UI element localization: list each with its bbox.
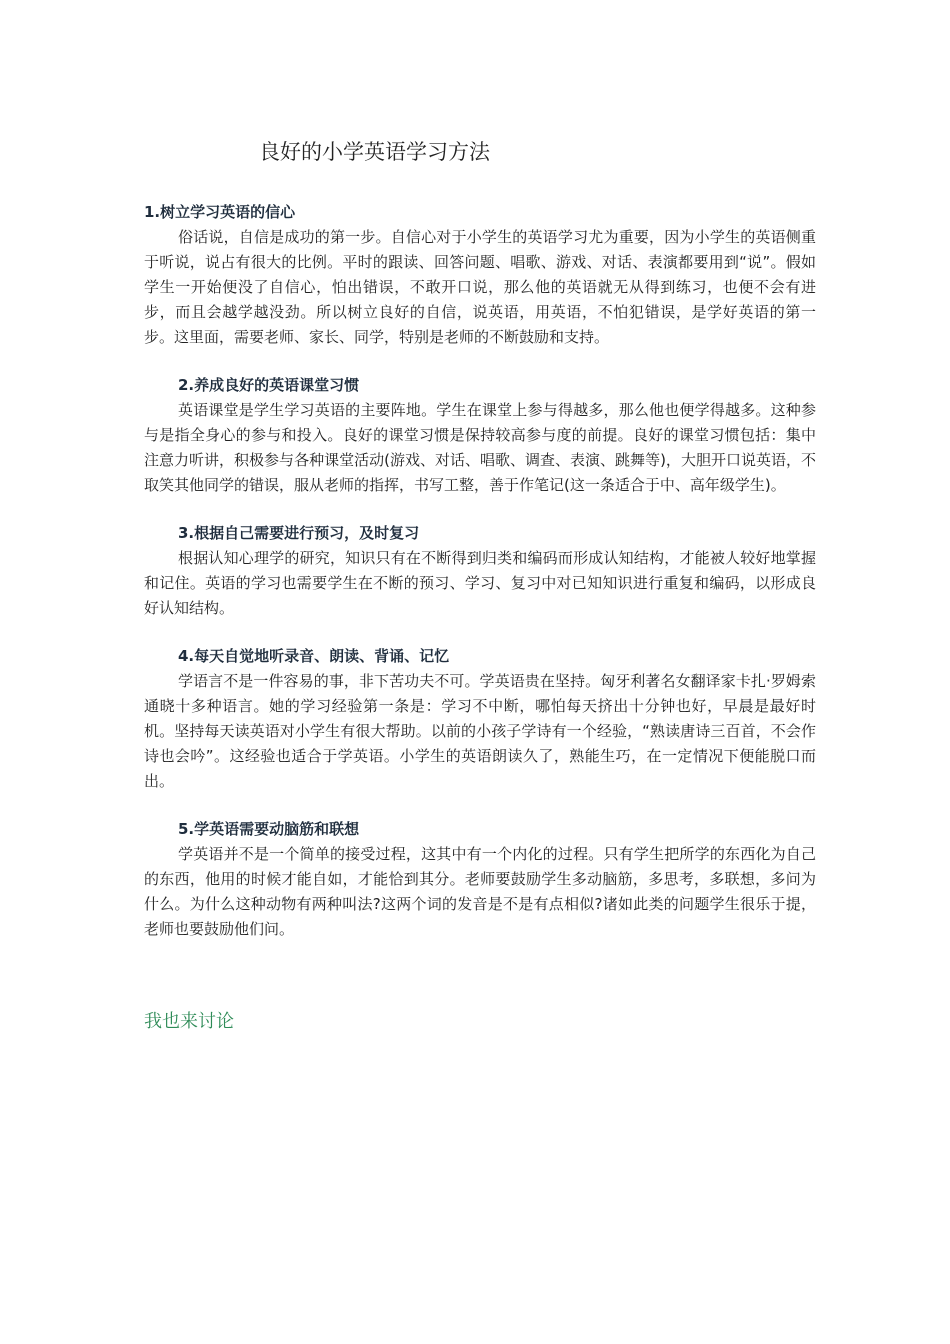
section-classroom-habits xyxy=(144,374,816,498)
section-heading: 4.每天自觉地听录音、朗读、背诵、记忆 xyxy=(178,647,450,665)
section-heading: 5.学英语需要动脑筋和联想 xyxy=(178,820,360,838)
section-daily-practice xyxy=(144,645,816,794)
section-heading: 1.树立学习英语的信心 xyxy=(144,203,296,221)
section-paragraph: 俗话说，自信是成功的第一步。自信心对于小学生的英语学习尤为重要，因为小学生的英语侧重于听说，说占有很大的比例。平时的跟读、回答问题、唱歌、游戏、对话、表演都要用到“说”。假如学生一开始便没了自信心，怕出错误，不敢开口说，那么他的英语就无从得到练习，也便不会有进步，而且会越学越没劲。所以树立良好的自信，说英语，用英语，不怕犯错误，是学好英语的第一步。这里面，需要老师、家长、同学，特别是老师的不断鼓励和支持。 xyxy=(144,228,816,346)
section-thinking-association xyxy=(144,818,816,942)
section-preview-review xyxy=(144,522,816,621)
section-heading: 2.养成良好的英语课堂习惯 xyxy=(178,376,360,394)
section-paragraph: 学语言不是一件容易的事，非下苦功夫不可。学英语贵在坚持。匈牙利著名女翻译家卡扎·罗姆索通晓十多种语言。她的学习经验第一条是：学习不中断，哪怕每天挤出十分钟也好，早晨是最好时机。坚持每天读英语对小学生有很大帮助。以前的小孩子学诗有一个经验，“熟读唐诗三百首，不会作诗也会吟”。这经验也适合于学英语。小学生的英语朗读久了，熟能生巧，在一定情况下便能脱口而出。 xyxy=(144,672,816,790)
section-paragraph: 根据认知心理学的研究，知识只有在不断得到归类和编码而形成认知结构，才能被人较好地掌握和记住。英语的学习也需要学生在不断的预习、学习、复习中对已知知识进行重复和编码，以形成良好认知结构。 xyxy=(144,549,816,617)
section-confidence xyxy=(144,201,816,350)
page-title: 良好的小学英语学习方法 xyxy=(259,140,490,164)
section-paragraph: 英语课堂是学生学习英语的主要阵地。学生在课堂上参与得越多，那么他也便学得越多。这种参与是指全身心的参与和投入。良好的课堂习惯是保持较高参与度的前提。良好的课堂习惯包括：集中注意力听讲，积极参与各种课堂活动(游戏、对话、唱歌、调查、表演、跳舞等)，大胆开口说英语，不取笑其他同学的错误，服从老师的指挥，书写工整，善于作笔记(这一条适合于中、高年级学生)。 xyxy=(144,401,816,494)
section-paragraph: 学英语并不是一个简单的接受过程，这其中有一个内化的过程。只有学生把所学的东西化为自己的东西，他用的时候才能自如，才能恰到其分。老师要鼓励学生多动脑筋，多思考，多联想，多问为什么。为什么这种动物有两种叫法?这两个词的发音是不是有点相似?诸如此类的问题学生很乐于提，老师也要鼓励他们问。 xyxy=(144,845,816,938)
article-body xyxy=(144,201,816,966)
join-discussion-link[interactable]: 我也来讨论 xyxy=(144,1011,234,1032)
section-heading: 3.根据自己需要进行预习，及时复习 xyxy=(178,524,420,542)
